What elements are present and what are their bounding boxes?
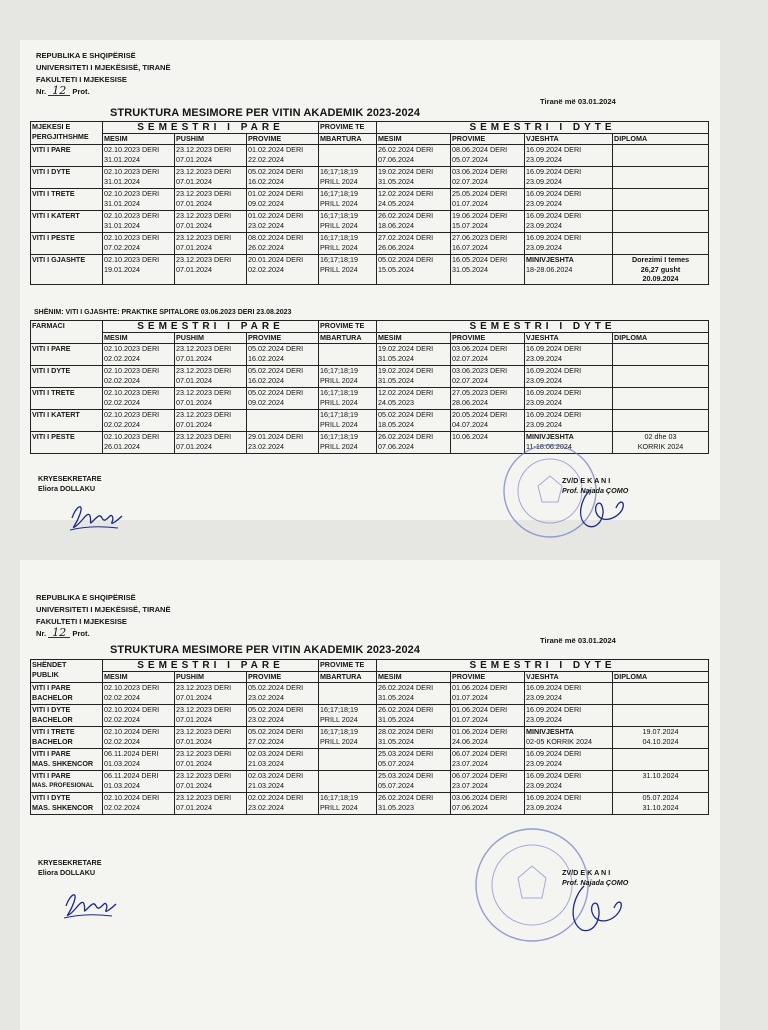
protocol-line: Nr. 12 Prot.: [36, 84, 90, 97]
table-cell: 02.03.2024 DERI 21.03.2024: [247, 770, 319, 792]
table-cell: 05.02.2024 DERI 16.02.2024: [247, 343, 319, 365]
table-cell: MINIVJESHTA 18-28.06.2024: [525, 254, 613, 284]
table-cell: 23.12.2023 DERI 07.01.2024: [175, 704, 247, 726]
table-row: [31, 188, 709, 210]
table-cell: 26.02.2024 DERI 31.05.2024: [377, 704, 451, 726]
table-cell: 08.02.2024 DERI 26.02.2024: [247, 232, 319, 254]
row-label: VITI I DYTE: [31, 166, 103, 188]
table-cell: 02.10.2023 DERI 02.02.2024: [103, 409, 175, 431]
table-cell: 23.12.2023 DERI 07.01.2024: [175, 210, 247, 232]
table-cell: 16;17;18;19 PRILL 2024: [319, 232, 377, 254]
table-cell: 16.09.2024 DERI 23.09.2024: [525, 166, 613, 188]
table-cell: 23.12.2023 DERI 07.01.2024: [175, 792, 247, 814]
table-cell: [613, 682, 709, 704]
table-cell: 03.06.2024 DERI 02.07.2024: [451, 343, 525, 365]
document-date: Tiranë më 03.01.2024: [540, 97, 616, 106]
table-row: [31, 343, 709, 365]
table-cell: 16;17;18;19 PRILL 2024: [319, 365, 377, 387]
kryesekretare-block: KRYESEKRETARE Eliora DOLLAKU: [38, 474, 102, 493]
table-cell: 16;17;18;19 PRILL 2024: [319, 188, 377, 210]
table-row: [31, 770, 709, 792]
table-cell: 06.11.2024 DERI 01.03.2024: [103, 748, 175, 770]
table-cell: 03.06.2023 DERI 02.07.2024: [451, 365, 525, 387]
table-cell: 31.10.2024: [613, 770, 709, 792]
table-cell: 23.12.2023 DERI 07.01.2024: [175, 409, 247, 431]
table-cell: 16;17;18;19 PRILL 2024: [319, 254, 377, 284]
table-cell: 16.09.2024 DERI 23.09.2024: [525, 232, 613, 254]
table-cell: 02.10.2023 DERI 31.01.2024: [103, 210, 175, 232]
kryesekretare-signature: [60, 884, 120, 924]
table-cell: 16.09.2024 DERI 23.09.2024: [525, 682, 613, 704]
table-cell: [613, 748, 709, 770]
table-cell: [319, 343, 377, 365]
table-row: [31, 232, 709, 254]
document-date: Tiranë më 03.01.2024: [540, 636, 616, 645]
table-cell: 05.02.2024 DERI 27.02.2024: [247, 726, 319, 748]
table-cell: 01.06.2024 DERI 01.07.2024: [451, 704, 525, 726]
protocol-number: 12: [48, 628, 70, 638]
table-cell: 16.09.2024 DERI 23.09.2024: [525, 704, 613, 726]
table-cell: 02.10.2023 DERI 31.01.2024: [103, 144, 175, 166]
table-cell: 02.03.2024 DERI 21.03.2024: [247, 748, 319, 770]
table-cell: 16.09.2024 DERI 23.09.2024: [525, 144, 613, 166]
table-cell: 02.10.2024 DERI 02.02.2024: [103, 726, 175, 748]
table-cell: 12.02.2024 DERI 24.05.2023: [377, 387, 451, 409]
row-label: VITI I DYTE MAS. SHKENCOR: [31, 792, 103, 814]
table-cell: 16.09.2024 DERI 23.09.2024: [525, 748, 613, 770]
table-cell: 23.12.2023 DERI 07.01.2024: [175, 770, 247, 792]
table-cell: 05.07.2024 31.10.2024: [613, 792, 709, 814]
row-label: VITI I KATERT: [31, 409, 103, 431]
table-cell: 05.02.2024 DERI 15.05.2024: [377, 254, 451, 284]
table-cell: 05.02.2024 DERI 16.02.2024: [247, 166, 319, 188]
table-cell: 08.06.2024 DERI 05.07.2024: [451, 144, 525, 166]
table-cell: [613, 166, 709, 188]
table-cell: [613, 409, 709, 431]
table-cell: MINIVJESHTA 02-05 KORRIK 2024: [525, 726, 613, 748]
table-cell: 16.09.2024 DERI 23.09.2024: [525, 210, 613, 232]
table-cell: 05.02.2024 DERI 09.02.2024: [247, 387, 319, 409]
table-cell: 02.10.2023 DERI 31.01.2024: [103, 166, 175, 188]
row-label: VITI I PARE MAS. PROFESIONAL: [31, 770, 103, 792]
kryesekretare-signature: [66, 496, 126, 536]
kryesekretare-block: KRYESEKRETARE Eliora DOLLAKU: [38, 858, 102, 877]
table-row: [31, 726, 709, 748]
table-cell: 02.10.2023 DERI 02.02.2024: [103, 365, 175, 387]
table-cell: 23.12.2023 DERI 07.01.2024: [175, 748, 247, 770]
table-cell: 23.12.2023 DERI 07.01.2024: [175, 144, 247, 166]
table-cell: 12.02.2024 DERI 24.05.2024: [377, 188, 451, 210]
table-cell: 06.11.2024 DERI 01.03.2024: [103, 770, 175, 792]
table-cell: [319, 770, 377, 792]
note-line: SHËNIM: VITI I GJASHTE: PRAKTIKE SPITALORE 03.06.2023 DERI 23.08.2023: [34, 309, 292, 316]
row-label: VITI I TRETE BACHELOR: [31, 726, 103, 748]
row-label: VITI I DYTE BACHELOR: [31, 704, 103, 726]
row-label: VITI I PARE: [31, 144, 103, 166]
table-cell: 16.09.2024 DERI 23.09.2024: [525, 770, 613, 792]
document-title: STRUKTURA MESIMORE PER VITIN AKADEMIK 2023-2024: [110, 644, 421, 656]
table-cell: 20.05.2024 DERI 04.07.2024: [451, 409, 525, 431]
table-cell: [613, 232, 709, 254]
mjekesi-table: MJEKESI E PERGJITHSHME SEMESTRI I PARE PROVIME TE SEMESTRI I DYTE MESIM PUSHIM PROVIME MBARTURA MESIM PROVIME VJESHTA DIPLOMA VITI I PARE 02.10.2023 DERI 31.01.2024 23.12.2023 DERI 07.01.2024 01.02.2024 DERI 22.02.2024 26.02.2024 DERI 07.06.2024 08.06.2024 DERI 05.07.2024 16.09.2024 DERI 23.09.2024 VITI I DYTE 02.10.2023 DERI 31.01.2024 23.12.2023 DERI 07.01.2024 05.02.2024 DERI 16.02.2024 16;17;18;19 PRILL 2024 19.02.2024 DERI 31.05.2024 03.06.2024 DERI 02.07.2024 16.09.2024 DERI 23.09.2024 VITI I TRETE 02.10.2023 DERI 31.01.2024 23.12.2023 DERI 07.01.2024 01.02.2024 DERI 09.02.2024 16;17;18;19 PRILL 2024 12.02.2024 DERI 24.05.2024 25.05.2024 DERI 01.07.2024 16.09.2024 DERI 23.09.2024 VITI I KATERT 02.10.2023 DERI 31.01.2024 23.12.2023 DERI 07.01.2024 01.02.2024 DERI 23.02.2024 16;17;18;19 PRILL 2024 26.02.2024 DERI 18.06.2024 19.06.2024 DERI 15.07.2024 16.09.2024 DERI 23.09.2024 VITI I PESTE 02.10.2023 DERI 07.02.2024 23.12.2023 DERI 07.01.2024 08.02.2024 DERI 26.02.2024 16;17;18;19 PRILL 2024 27.02.2024 DERI 26.06.2024 27.06.2023 DERI 16.07.2024 16.09.2024 DERI 23.09.2024 VITI I GJASHTE 02.10.2023 DERI 19.01.2024 23.12.2023 DERI 07.01.2024 20.01.2024 DERI 02.02.2024 16;17;18;19 PRILL 2024 05.02.2024 DERI 15.05.2024 16.05.2024 DERI 31.05.2024 MINIVJESHTA 18-28.06.2024 Dorezimi I temes 26,27 gusht 20.09.2024: [30, 121, 709, 285]
university-line: UNIVERSITETI I MJEKËSISË, TIRANË: [36, 63, 171, 72]
table-cell: 19.02.2024 DERI 31.05.2024: [377, 166, 451, 188]
table-row: [31, 210, 709, 232]
table-cell: 02.10.2024 DERI 02.02.2024: [103, 704, 175, 726]
table-cell: 23.12.2023 DERI 07.01.2024: [175, 343, 247, 365]
dekan-block: ZV/D E K A N I Prof. Najada ÇOMO: [562, 868, 629, 887]
table-cell: 23.12.2023 DERI 07.01.2024: [175, 254, 247, 284]
table-cell: 02 dhe 03 KORRIK 2024: [613, 431, 709, 453]
table-cell: 16;17;18;19 PRILL 2024: [319, 431, 377, 453]
table-cell: 25.03.2024 DERI 05.07.2024: [377, 770, 451, 792]
table-cell: 01.02.2024 DERI 22.02.2024: [247, 144, 319, 166]
table-cell: 16.05.2024 DERI 31.05.2024: [451, 254, 525, 284]
sem1-header: SEMESTRI I PARE: [103, 122, 319, 134]
table-cell: 01.06.2024 DERI 24.06.2024: [451, 726, 525, 748]
table-cell: [319, 144, 377, 166]
table-row: [31, 166, 709, 188]
table-cell: 05.02.2024 DERI 23.02.2024: [247, 682, 319, 704]
table-cell: 19.06.2024 DERI 15.07.2024: [451, 210, 525, 232]
table-cell: 25.03.2024 DERI 05.07.2024: [377, 748, 451, 770]
table-cell: 26.02.2024 DERI 07.06.2024: [377, 431, 451, 453]
republic-line: REPUBLIKA E SHQIPËRISË: [36, 51, 136, 60]
table-cell: 25.05.2024 DERI 01.07.2024: [451, 188, 525, 210]
table-cell: 03.06.2024 DERI 02.07.2024: [451, 166, 525, 188]
row-label: VITI I TRETE: [31, 188, 103, 210]
table-row: [31, 431, 709, 453]
table-cell: 16.09.2024 DERI 23.09.2024: [525, 387, 613, 409]
table-cell: 16;17;18;19 PRILL 2024: [319, 792, 377, 814]
table-cell: 23.12.2023 DERI 07.01.2024: [175, 365, 247, 387]
table-cell: 01.06.2024 DERI 01.07.2024: [451, 682, 525, 704]
table-row: [31, 704, 709, 726]
table-cell: 19.07.2024 04.10.2024: [613, 726, 709, 748]
table-cell: 16;17;18;19 PRILL 2024: [319, 726, 377, 748]
table-cell: 16;17;18;19 PRILL 2024: [319, 409, 377, 431]
table-cell: [613, 343, 709, 365]
table-row: [31, 409, 709, 431]
table-cell: 28.02.2024 DERI 31.05.2024: [377, 726, 451, 748]
table-cell: [613, 144, 709, 166]
table-cell: 16;17;18;19 PRILL 2024: [319, 166, 377, 188]
row-label: VITI I PARE: [31, 343, 103, 365]
table-cell: 23.12.2023 DERI 07.01.2024: [175, 166, 247, 188]
table-cell: 27.02.2024 DERI 26.06.2024: [377, 232, 451, 254]
table-cell: 23.12.2023 DERI 07.01.2024: [175, 726, 247, 748]
table-cell: 03.06.2024 DERI 07.06.2024: [451, 792, 525, 814]
table-cell: [613, 210, 709, 232]
row-label: VITI I PESTE: [31, 431, 103, 453]
table-row: [31, 387, 709, 409]
table-cell: 16.09.2024 DERI 23.09.2024: [525, 409, 613, 431]
table-cell: 19.02.2024 DERI 31.05.2024: [377, 343, 451, 365]
table-cell: 06.07.2024 DERI 23.07.2024: [451, 770, 525, 792]
table-cell: 23.12.2023 DERI 07.01.2024: [175, 232, 247, 254]
table-cell: 26.02.2024 DERI 31.05.2024: [377, 682, 451, 704]
dekan-signature: [560, 480, 630, 540]
table-cell: 16;17;18;19 PRILL 2024: [319, 210, 377, 232]
farmaci-table: FARMACI SEMESTRI I PARE PROVIME TE SEMESTRI I DYTE MESIM PUSHIM PROVIME MBARTURA MESIM PROVIME VJESHTA DIPLOMA VITI I PARE 02.10.2023 DERI 02.02.2024 23.12.2023 DERI 07.01.2024 05.02.2024 DERI 16.02.2024 19.02.2024 DERI 31.05.2024 03.06.2024 DERI 02.07.2024 16.09.2024 DERI 23.09.2024 VITI I DYTE 02.10.2023 DERI 02.02.2024 23.12.2023 DERI 07.01.2024 05.02.2024 DERI 16.02.2024 16;17;18;19 PRILL 2024 19.02.2024 DERI 31.05.2024 03.06.2023 DERI 02.07.2024 16.09.2024 DERI 23.09.2024 VITI I TRETE 02.10.2023 DERI 02.02.2024 23.12.2023 DERI 07.01.2024 05.02.2024 DERI 09.02.2024 16;17;18;19 PRILL 2024 12.02.2024 DERI 24.05.2023 27.05.2023 DERI 28.06.2024 16.09.2024 DERI 23.09.2024 VITI I KATERT 02.10.2023 DERI 02.02.2024 23.12.2023 DERI 07.01.2024 16;17;18;19 PRILL 2024 05.02.2024 DERI 18.05.2024 20.05.2024 DERI 04.07.2024 16.09.2024 DERI 23.09.2024 VITI I PESTE 02.10.2023 DERI 26.01.2024 23.12.2023 DERI 07.01.2024 29.01.2024 DERI 23.02.2024 16;17;18;19 PRILL 2024 26.02.2024 DERI 07.06.2024 10.06.2024 MINIVJESHTA 11-18.06.2024 02 dhe 03 KORRIK 2024: [30, 320, 709, 454]
table-cell: [319, 682, 377, 704]
table-cell: 02.02.2024 DERI 23.02.2024: [247, 792, 319, 814]
table-cell: [613, 387, 709, 409]
table-cell: 02.10.2023 DERI 02.02.2024: [103, 387, 175, 409]
table-cell: 02.10.2023 DERI 31.01.2024: [103, 188, 175, 210]
table-cell: 26.02.2024 DERI 07.06.2024: [377, 144, 451, 166]
table-cell: 27.06.2023 DERI 16.07.2024: [451, 232, 525, 254]
row-label: VITI I PARE MAS. SHKENCOR: [31, 748, 103, 770]
table-cell: [247, 409, 319, 431]
table-cell: 02.10.2023 DERI 07.02.2024: [103, 232, 175, 254]
row-label: VITI I GJASHTE: [31, 254, 103, 284]
table-cell: 23.12.2023 DERI 07.01.2024: [175, 387, 247, 409]
table-cell: 02.10.2023 DERI 02.02.2024: [103, 682, 175, 704]
institution-header: REPUBLIKA E SHQIPËRISË UNIVERSITETI I MJEKËSISË, TIRANË FAKULTETI I MJEKESISE Nr. 12 Prot.: [36, 593, 171, 639]
table-row: [31, 792, 709, 814]
table-row: [31, 682, 709, 704]
row-label: VITI I KATERT: [31, 210, 103, 232]
table-cell: 02.10.2023 DERI 26.01.2024: [103, 431, 175, 453]
table-cell: 16;17;18;19 PRILL 2024: [319, 387, 377, 409]
table-cell: 16.09.2024 DERI 23.09.2024: [525, 365, 613, 387]
table-cell: 02.10.2023 DERI 02.02.2024: [103, 343, 175, 365]
table-cell: 26.02.2024 DERI 31.05.2023: [377, 792, 451, 814]
document-title: STRUKTURA MESIMORE PER VITIN AKADEMIK 2023-2024: [110, 107, 421, 119]
protocol-number: 12: [48, 86, 70, 96]
table-cell: 23.12.2023 DERI 07.01.2024: [175, 682, 247, 704]
table-cell: 02.10.2024 DERI 02.02.2024: [103, 792, 175, 814]
table-cell: 01.02.2024 DERI 09.02.2024: [247, 188, 319, 210]
table-cell: 02.10.2023 DERI 19.01.2024: [103, 254, 175, 284]
table-cell: MINIVJESHTA 11-18.06.2024: [525, 431, 613, 453]
table-row: [31, 144, 709, 166]
table-cell: [319, 748, 377, 770]
dekan-signature: [550, 876, 630, 946]
table-cell: [613, 365, 709, 387]
table-cell: 29.01.2024 DERI 23.02.2024: [247, 431, 319, 453]
faculty-line: FAKULTETI I MJEKESISE: [36, 75, 127, 84]
table-row: [31, 254, 709, 284]
sem2-header: SEMESTRI I DYTE: [377, 122, 709, 134]
row-label: VITI I PESTE: [31, 232, 103, 254]
table-cell: 06.07.2024 DERI 23.07.2024: [451, 748, 525, 770]
row-label: VITI I TRETE: [31, 387, 103, 409]
institution-header: [36, 50, 171, 98]
table-cell: 10.06.2024: [451, 431, 525, 453]
table-cell: 05.02.2024 DERI 18.05.2024: [377, 409, 451, 431]
table-row: [31, 365, 709, 387]
row-label: VITI I DYTE: [31, 365, 103, 387]
table-cell: 26.02.2024 DERI 18.06.2024: [377, 210, 451, 232]
table-cell: 16.09.2024 DERI 23.09.2024: [525, 792, 613, 814]
table-cell: 23.12.2023 DERI 07.01.2024: [175, 431, 247, 453]
table-cell: [613, 188, 709, 210]
table-cell: 05.02.2024 DERI 23.02.2024: [247, 704, 319, 726]
table-cell: 16.09.2024 DERI 23.09.2024: [525, 343, 613, 365]
row-label: VITI I PARE BACHELOR: [31, 682, 103, 704]
shendet-table: SHËNDET PUBLIK SEMESTRI I PARE PROVIME TE SEMESTRI I DYTE MESIM PUSHIM PROVIME MBARTURA MESIM PROVIME VJESHTA DIPLOMA VITI I PARE BACHELOR 02.10.2023 DERI 02.02.2024 23.12.2023 DERI 07.01.2024 05.02.2024 DERI 23.02.2024 26.02.2024 DERI 31.05.2024 01.06.2024 DERI 01.07.2024 16.09.2024 DERI 23.09.2024 VITI I DYTE BACHELOR 02.10.2024 DERI 02.02.2024 23.12.2023 DERI 07.01.2024 05.02.2024 DERI 23.02.2024 16;17;18;19 PRILL 2024 26.02.2024 DERI 31.05.2024 01.06.2024 DERI 01.07.2024 16.09.2024 DERI 23.09.2024 VITI I TRETE BACHELOR 02.10.2024 DERI 02.02.2024 23.12.2023 DERI 07.01.2024 05.02.2024 DERI 27.02.2024 16;17;18;19 PRILL 2024 28.02.2024 DERI 31.05.2024 01.06.2024 DERI 24.06.2024 MINIVJESHTA 02-05 KORRIK 2024 19.07.2024 04.10.2024 VITI I PARE MAS. SHKENCOR 06.11.2024 DERI 01.03.2024 23.12.2023 DERI 07.01.2024 02.03.2024 DERI 21.03.2024 25.03.2024 DERI 05.07.2024 06.07.2024 DERI 23.07.2024 16.09.2024 DERI 23.09.2024 VITI I PARE MAS. PROFESIONAL 06.11.2024 DERI 01.03.2024 23.12.2023 DERI 07.01.2024 02.03.2024 DERI 21.03.2024 25.03.2024 DERI 05.07.2024 06.07.2024 DERI 23.07.2024 16.09.2024 DERI 23.09.2024 31.10.2024 VITI I DYTE MAS. SHKENCOR 02.10.2024 DERI 02.02.2024 23.12.2023 DERI 07.01.2024 02.02.2024 DERI 23.02.2024 16;17;18;19 PRILL 2024 26.02.2024 DERI 31.05.2023 03.06.2024 DERI 07.06.2024 16.09.2024 DERI 23.09.2024 05.07.2024 31.10.2024: [30, 659, 709, 815]
table-cell: 27.05.2023 DERI 28.06.2024: [451, 387, 525, 409]
table-cell: Dorezimi I temes 26,27 gusht 20.09.2024: [613, 254, 709, 284]
table-cell: 20.01.2024 DERI 02.02.2024: [247, 254, 319, 284]
table-cell: 19.02.2024 DERI 31.05.2024: [377, 365, 451, 387]
table-row: [31, 748, 709, 770]
table-cell: [613, 704, 709, 726]
table-cell: 16.09.2024 DERI 23.09.2024: [525, 188, 613, 210]
dekan-block: ZV/D E K A N I Prof. Najada ÇOMO: [562, 476, 629, 495]
table-cell: 23.12.2023 DERI 07.01.2024: [175, 188, 247, 210]
table-cell: 16;17;18;19 PRILL 2024: [319, 704, 377, 726]
table-cell: 01.02.2024 DERI 23.02.2024: [247, 210, 319, 232]
table-cell: 05.02.2024 DERI 16.02.2024: [247, 365, 319, 387]
